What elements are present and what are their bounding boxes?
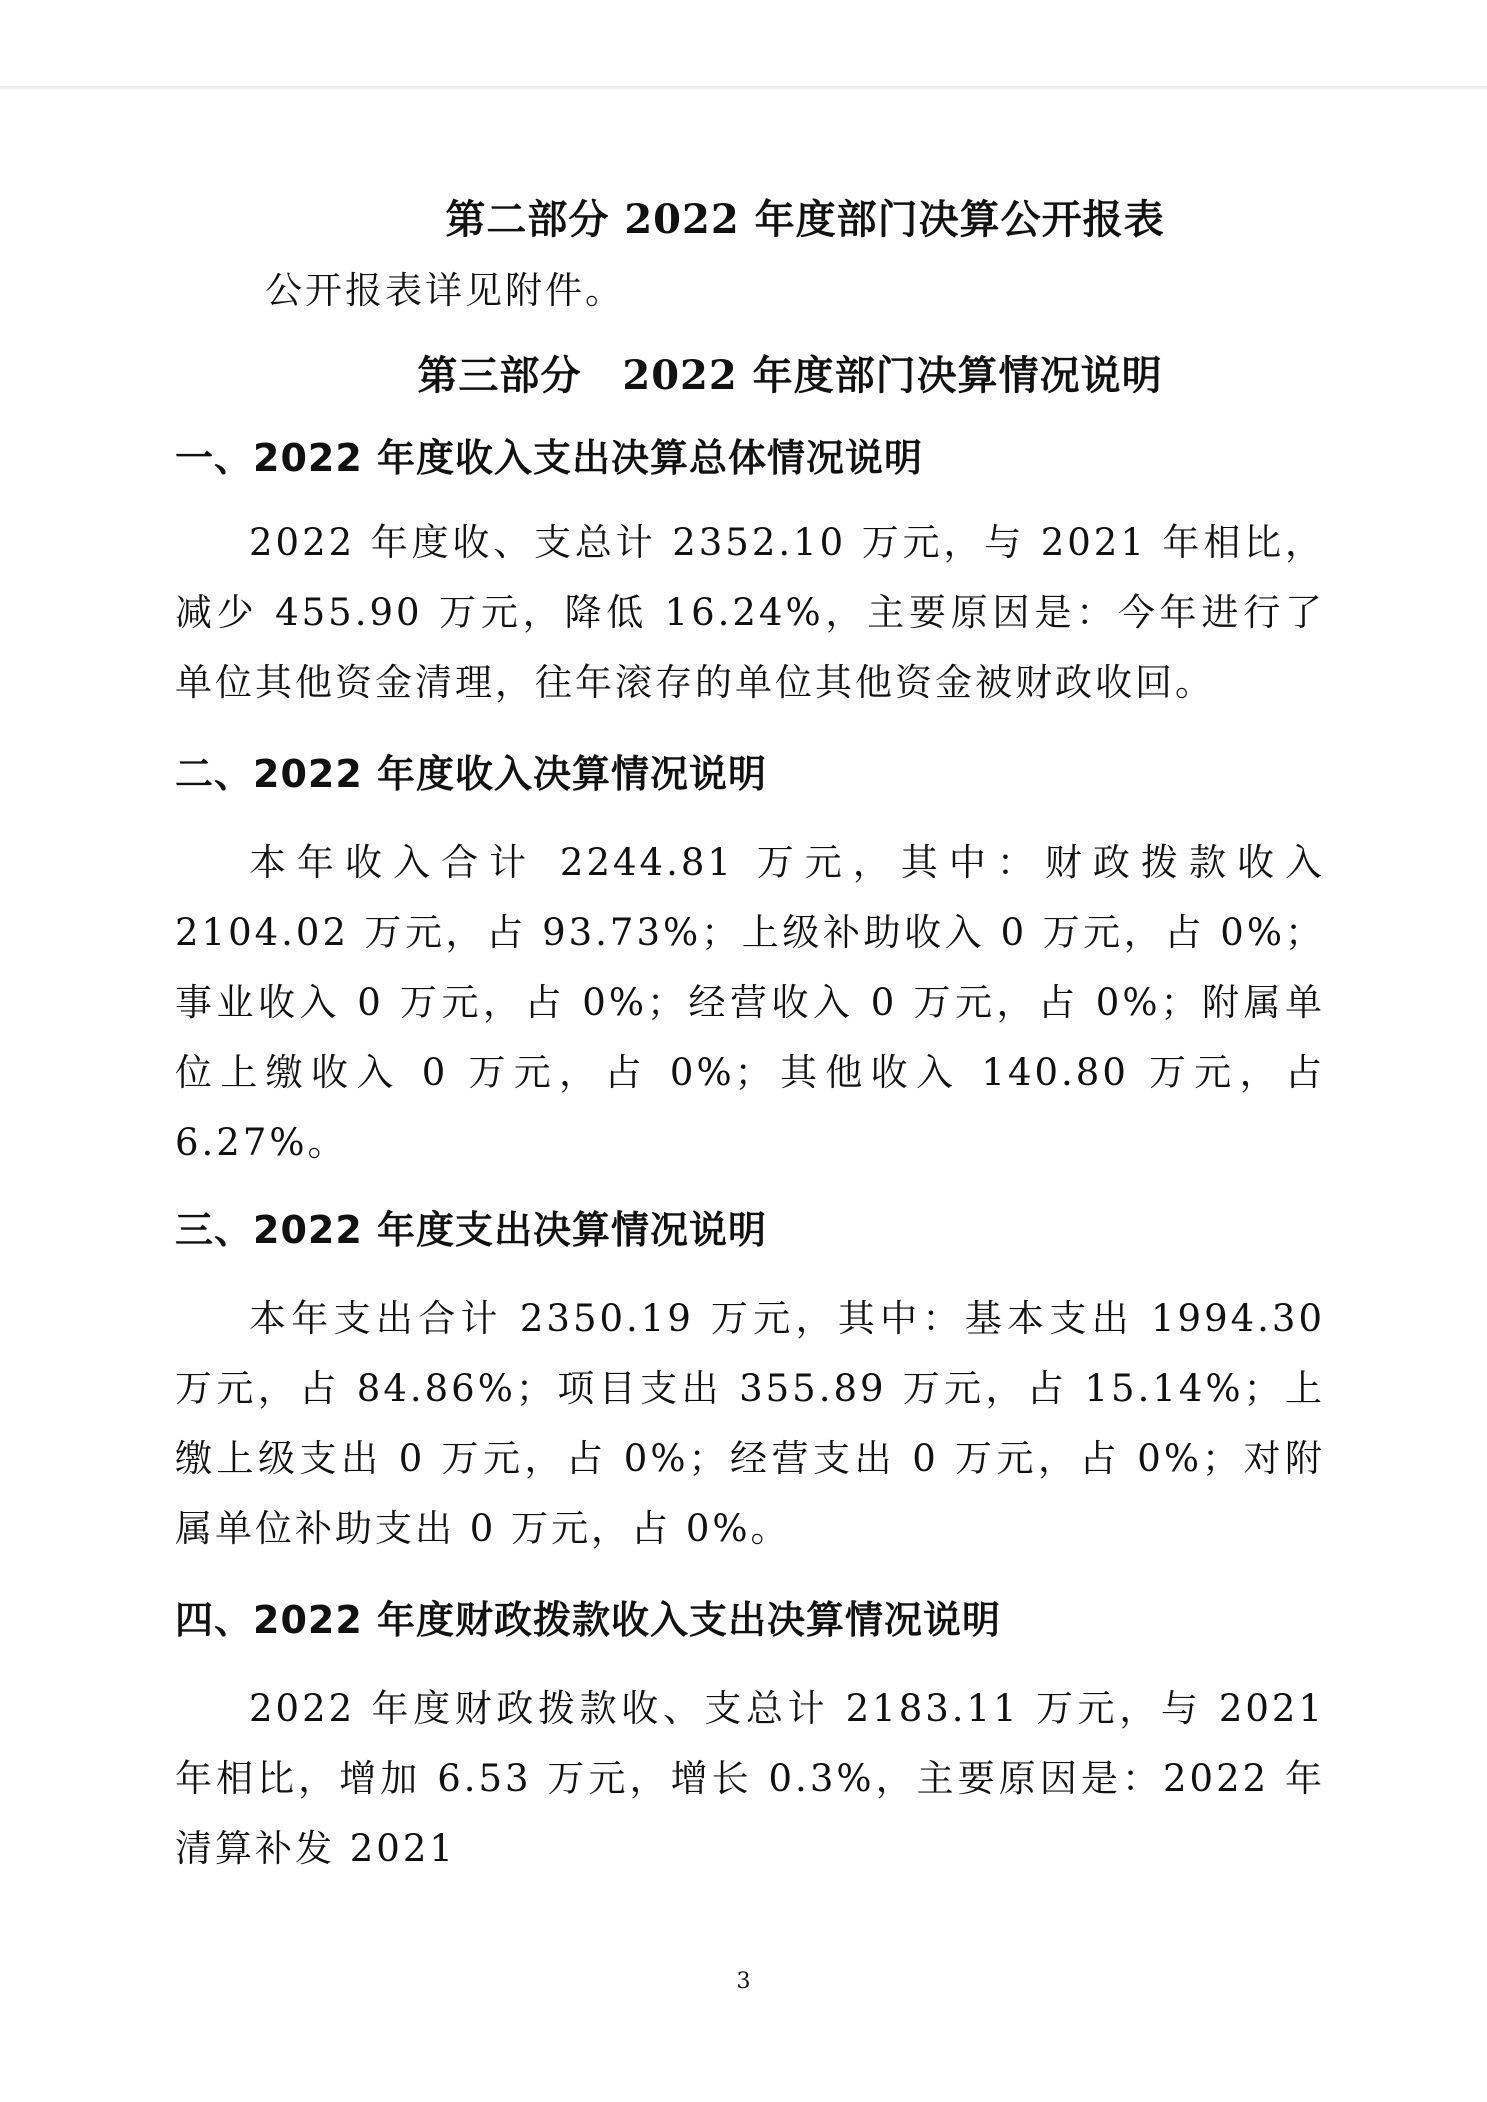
scan-edge-line <box>0 86 1487 90</box>
part2-note: 公开报表详见附件。 <box>265 269 625 312</box>
part3-title: 第三部分 2022 年度部门决算情况说明 <box>417 352 1163 399</box>
section-heading: 一、2022 年度收入支出决算总体情况说明 <box>175 436 923 480</box>
section-4 <box>175 1590 1325 1884</box>
section-text: 本年收入合计 2244.81 万元，其中：财政拨款收入 2104.02 万元，占 93.73%；上级补助收入 0 万元，占 0%；事业收入 0 万元，占 0%；经营收入 0 万元，占 0%；附属单位上缴收入 0 万元，占 0%；其他收入 140.80 万元，占 6.27%。 <box>175 841 1325 1164</box>
section-text: 本年支出合计 2350.19 万元，其中：基本支出 1994.30 万元，占 84.86%；项目支出 355.89 万元，占 15.14%；上缴上级支出 0 万元，占 0%；经营支出 0 万元，占 0%；对附属单位补助支出 0 万元，占 0%。 <box>175 1297 1325 1550</box>
section-3 <box>175 1200 1325 1564</box>
document-page <box>175 190 1325 1884</box>
part2-title: 第二部分 2022 年度部门决算公开报表 <box>445 196 1165 243</box>
section-text: 2022 年度收、支总计 2352.10 万元，与 2021 年相比，减少 455.90 万元，降低 16.24%，主要原因是：今年进行了单位其他资金清理，往年滚存的单位其他资金被财政收回。 <box>175 521 1325 704</box>
section-text: 2022 年度财政拨款收、支总计 2183.11 万元，与 2021 年相比，增加 6.53 万元，增长 0.3%，主要原因是：2022 年清算补发 2021 <box>175 1687 1325 1870</box>
section-heading: 二、2022 年度收入决算情况说明 <box>175 752 767 796</box>
page-number: 3 <box>736 1969 751 1994</box>
section-2 <box>175 744 1325 1178</box>
section-heading: 三、2022 年度支出决算情况说明 <box>175 1208 767 1252</box>
section-1 <box>175 428 1325 718</box>
section-heading: 四、2022 年度财政拨款收入支出决算情况说明 <box>175 1598 1001 1642</box>
